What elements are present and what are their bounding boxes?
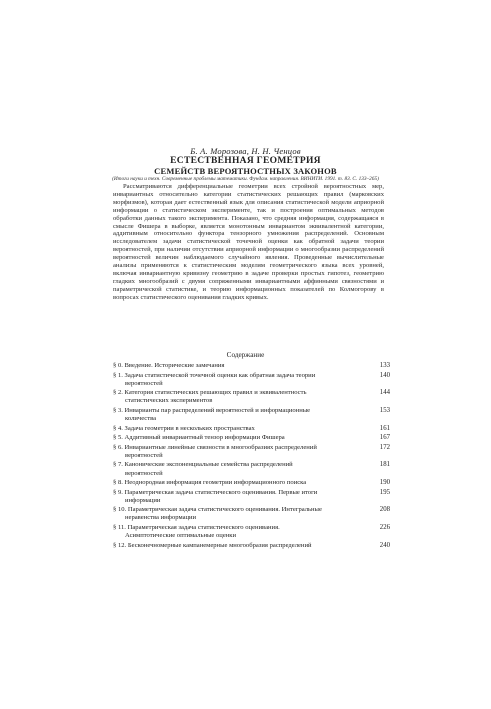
toc-entry-page: 208 xyxy=(379,506,390,514)
toc-entry-page: 240 xyxy=(379,541,390,549)
toc-entry-continuation: вероятностей xyxy=(125,379,163,387)
toc-entry-continuation: статистических экспериментов xyxy=(125,397,213,405)
toc-entry xyxy=(113,389,390,405)
toc-entry-page: 195 xyxy=(379,488,390,496)
toc-entry xyxy=(113,506,390,522)
toc-entry-label: § 3. Инварианты пар распределений вероятностей и информационные xyxy=(113,406,311,414)
toc-entry xyxy=(113,479,390,487)
toc-entry-page: 161 xyxy=(379,424,390,432)
document-subtitle: СЕМЕЙСТВ ВЕРОЯТНОСТНЫХ ЗАКОНОВ xyxy=(154,166,337,176)
toc-entry-label: § 12. Бесконечномерные кампанемерные многообразия распределений xyxy=(113,541,312,549)
toc-entry xyxy=(113,489,390,505)
toc-entry-continuation: вероятностей xyxy=(125,469,163,477)
toc-entry-label: § 2. Категория статистических решающих правил и эквивалентность xyxy=(113,389,307,397)
toc-entry-page: 172 xyxy=(379,443,390,451)
authors: Б. А. Морозова, Н. Н. Ченцов xyxy=(190,146,301,156)
document-title: ЕСТЕСТВЕННАЯ ГЕОМЕТРИЯ xyxy=(170,156,321,166)
toc-entry xyxy=(113,362,390,370)
abstract-paragraph: Рассматриваются дифференциальные геометрии всех стройной вероятностных мер, инвариантных относительно категории статистических решающих правил (марковских морфизмов), которая дает естественный язык для описания статистической модели априорной информации о статистическом эксперименте, так и построения оптимальных методов обработки данных такого эксперимента. Показано, что средняя информация, содержащаяся в смысле Фишера в выборке, является монотонным инвариантом эквивалентной категории, аддитивным относительно функтора тензорного умножения распределений. Основным исследователем задачи статистической точечной оценки как обратной задачи теории вероятностей, при наличии отсутствии априорной информации о многообразии распределений вероятностей величин наблюдаемого случайного явления. Проведенные вычислительные анализы применяются к статистическим моделям геометрического языка всех уровней, включая инвариантную кривизну геометрию в задаче проверки простых гипотез, геометрию гладких многообразий с двумя сопряженными инвариантными аффинными связностями и параметрической статистике, и теорию информационных показателей по Колмогорову в вопросах статистического оценивания гладких кривых. xyxy=(113,183,384,301)
toc-entry xyxy=(113,434,390,442)
toc-entry xyxy=(113,444,390,460)
toc-entry-label: § 1. Задача статистической точечной оценки как обратная задача теории xyxy=(113,371,316,379)
toc-entry xyxy=(113,524,390,540)
toc-entry-label: § 5. Аддитивный инвариантный тензор информации Фишера xyxy=(113,434,285,442)
toc-entry-continuation: количества xyxy=(125,415,157,423)
toc-entry-page: 167 xyxy=(379,434,390,442)
toc-heading: Содержание xyxy=(226,351,265,359)
toc-entry xyxy=(113,461,390,477)
toc-entry-label: § 0. Введение. Исторические замечания xyxy=(113,362,225,369)
toc-entry xyxy=(113,425,390,433)
toc-entry-page: 140 xyxy=(379,371,390,379)
toc-entry xyxy=(113,407,390,423)
toc-entry-page: 190 xyxy=(379,479,390,487)
toc-entry-label: § 6. Инвариантные линейные связности в многообразиях распределений xyxy=(113,443,317,451)
toc-entry-label: § 4. Задача геометрии в нескольких пространствах xyxy=(113,424,255,432)
toc-entry-continuation: Асимптотические оптимальные оценки xyxy=(125,532,237,540)
toc-entry-page: 133 xyxy=(379,362,390,369)
toc-entry-page: 144 xyxy=(379,389,390,397)
toc-entry-page: 181 xyxy=(379,461,390,469)
table-of-contents xyxy=(113,362,390,551)
toc-entry-continuation: вероятностей xyxy=(125,451,163,459)
toc-entry-continuation: неравенства информации xyxy=(125,514,197,522)
source-citation: (Итоги науки и техн. Современные проблемы математики. Фундам. направления. ВИНИТИ. 1991. т. 83. С. 133–265) xyxy=(112,176,379,182)
toc-entry-label: § 10. Параметрическая задача статистического оценивания. Интегральные xyxy=(113,506,322,514)
toc-entry-page: 153 xyxy=(379,406,390,414)
toc-entry-label: § 9. Параметрическая задача статистического оценивания. Первые итоги xyxy=(113,488,318,496)
toc-entry-label: § 7. Канонические экспоненциальные семейства распределений xyxy=(113,461,293,469)
toc-entry-page: 226 xyxy=(379,523,390,531)
toc-entry xyxy=(113,542,390,550)
toc-entry-continuation: информации xyxy=(125,496,161,504)
toc-entry-label: § 8. Неоднородная информация геометрии информационного поиска xyxy=(113,479,307,487)
toc-entry xyxy=(113,372,390,388)
toc-entry-label: § 11. Параметрическая задача статистического оценивания. xyxy=(113,523,280,531)
